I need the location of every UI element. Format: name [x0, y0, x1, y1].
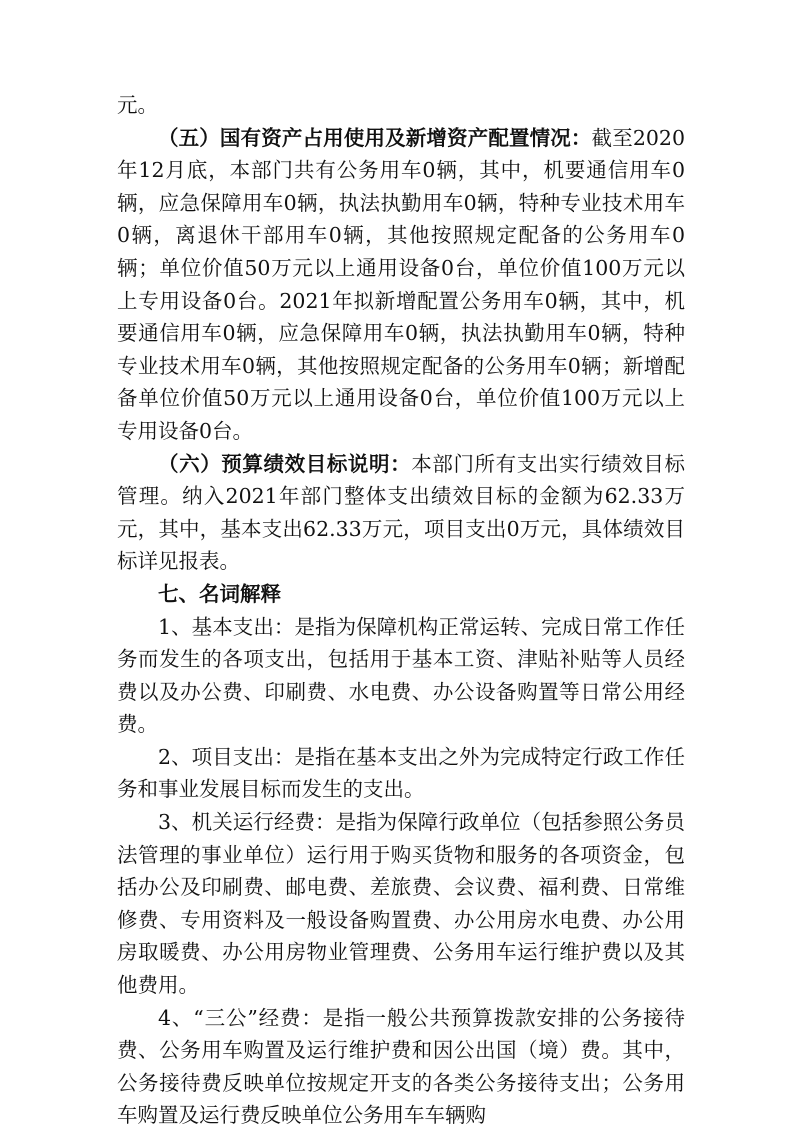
definition-project-expenditure: 2、项目支出：是指在基本支出之外为完成特定行政工作任务和事业发展目标而发生的支出。: [117, 744, 685, 802]
section-6-title: （六）预算绩效目标说明：: [158, 451, 412, 476]
definition-three-public-expenses: 4、“三公”经费：是指一般公共预算拨款安排的公务接待费、公务用车购置及运行维护费和因公出国（境）费。其中，公务接待费反映单位按规定开支的各类公务接待支出；公务用车购置及运行费反映单位公务用车车辆购: [117, 1005, 685, 1128]
section-7-heading: 七、名词解释: [158, 581, 281, 606]
section-5-body: 截至2020年12月底，本部门共有公务用车0辆，其中，机要通信用车0辆，应急保障用车0辆，执法执勤用车0辆，特种专业技术用车0辆，离退休干部用车0辆，其他按照规定配备的公务用车0辆；单位价值50万元以上通用设备0台，单位价值100万元以上专用设备0台。2021年拟新增配置公务用车0辆，其中，机要通信用车0辆，应急保障用车0辆，执法执勤用车0辆，特种专业技术用车0辆，其他按照规定配备的公务用车0辆；新增配备单位价值50万元以上通用设备0台，单位价值100万元以上专用设备0台。: [117, 125, 686, 443]
section-5-paragraph: [117, 122, 685, 448]
definition-operating-expenses: 3、机关运行经费：是指为保障行政单位（包括参照公务员法管理的事业单位）运行用于购买货物和服务的各项资金，包括办公及印刷费、邮电费、差旅费、会议费、福利费、日常维修费、专用资料及一般设备购置费、办公用房水电费、办公用房取暖费、办公用房物业管理费、公务用车运行维护费以及其他费用。: [117, 810, 685, 998]
continued-fragment: 元。: [117, 93, 158, 117]
section-5-title: （五）国有资产占用使用及新增资产配置情况：: [158, 125, 592, 150]
section-6-body: 本部门所有支出实行绩效目标管理。纳入2021年部门整体支出绩效目标的金额为62.33万元，其中，基本支出62.33万元，项目支出0万元，具体绩效目标详见报表。: [117, 451, 685, 574]
document-page: [117, 89, 685, 1132]
section-6-paragraph: [117, 448, 685, 578]
definition-basic-expenditure: 1、基本支出：是指为保障机构正常运转、完成日常工作任务而发生的各项支出，包括用于基本工资、津贴补贴等人员经费以及办公费、印刷费、水电费、办公设备购置等日常公用经费。: [117, 614, 685, 737]
